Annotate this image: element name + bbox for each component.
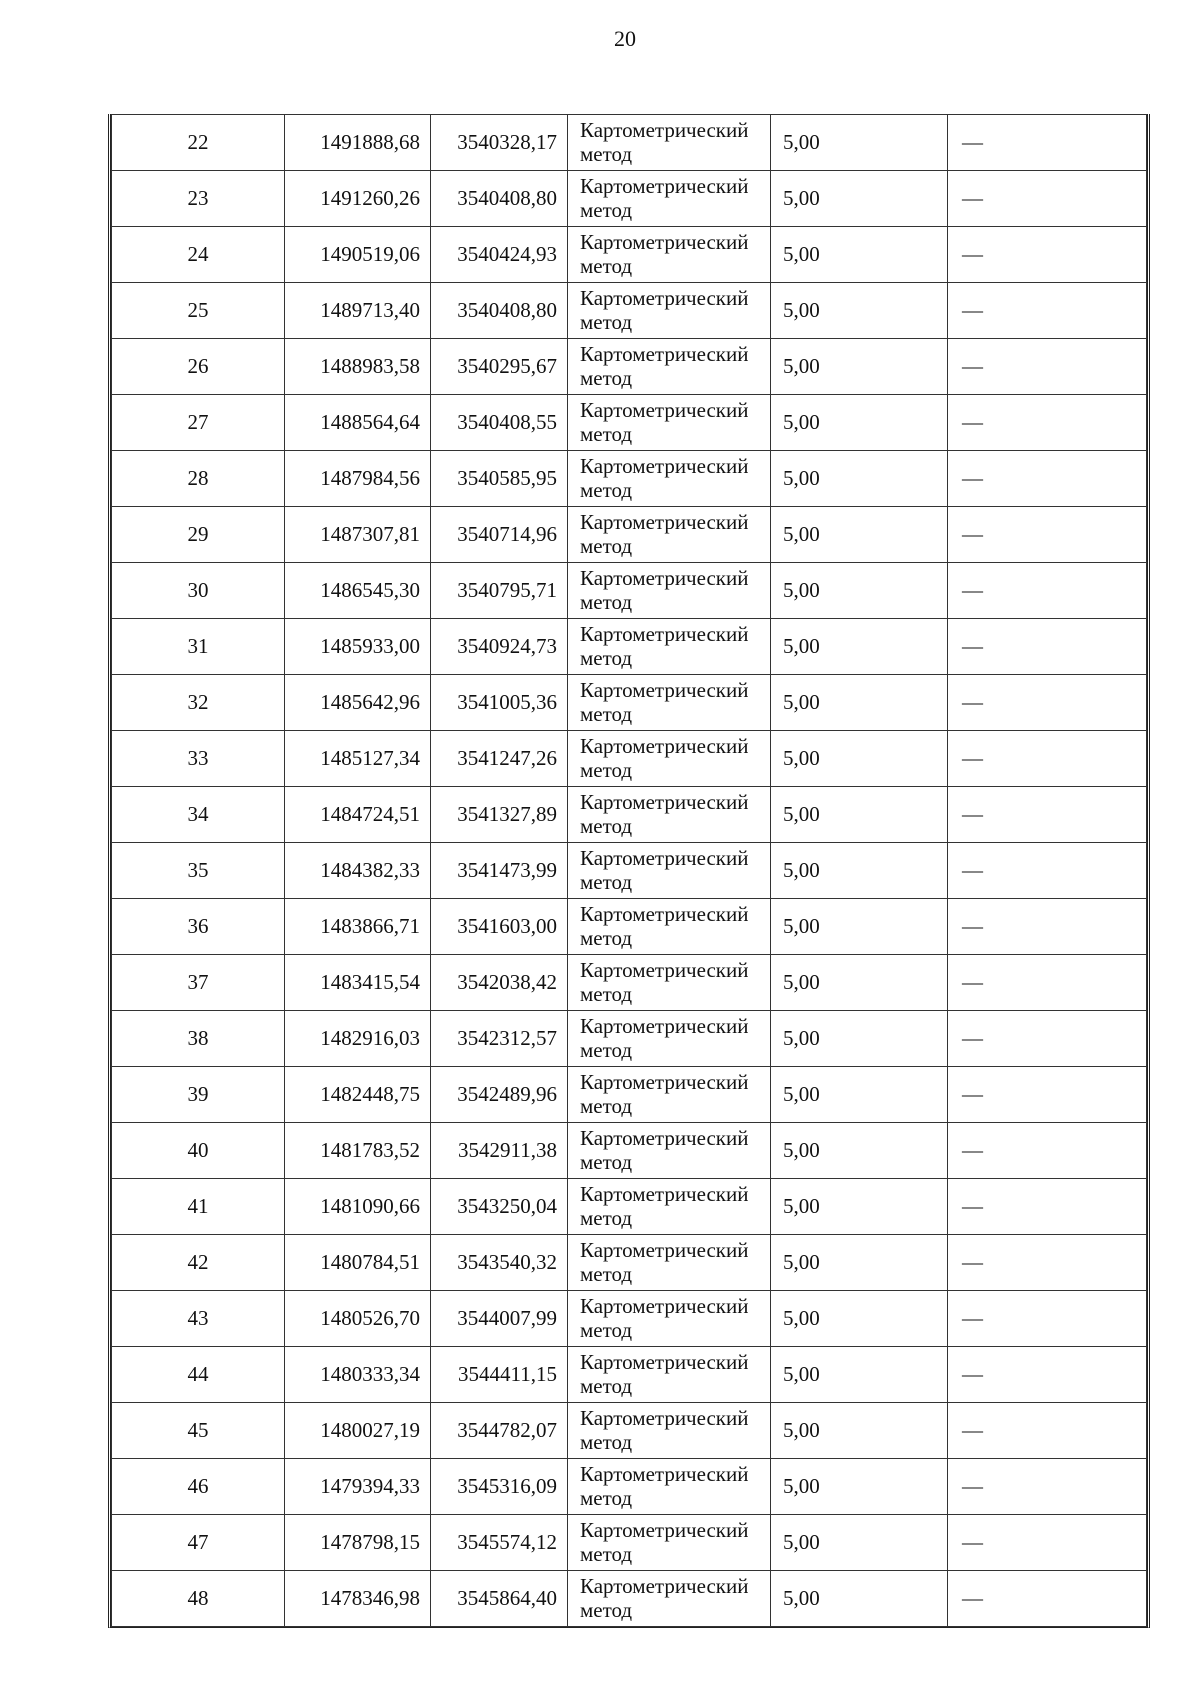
method-cell <box>568 1011 771 1067</box>
y-coordinate-cell: 3542038,42 <box>431 955 568 1011</box>
method-line-2: метод <box>580 197 633 222</box>
coordinates-table <box>111 114 1147 1627</box>
table-row <box>112 339 1147 395</box>
method-line-1: Картометрический <box>580 1574 749 1599</box>
method-line-1: Картометрический <box>580 958 749 983</box>
table-row <box>112 899 1147 955</box>
y-coordinate-cell: 3543250,04 <box>431 1179 568 1235</box>
table-row <box>112 675 1147 731</box>
table-row <box>112 619 1147 675</box>
point-number-cell: 39 <box>112 1067 285 1123</box>
accuracy-cell: 5,00 <box>771 395 948 451</box>
accuracy-cell: 5,00 <box>771 843 948 899</box>
method-line-2: метод <box>580 589 633 614</box>
method-line-2: метод <box>580 421 633 446</box>
method-line-2: метод <box>580 1373 633 1398</box>
accuracy-cell: 5,00 <box>771 171 948 227</box>
x-coordinate-cell: 1480333,34 <box>285 1347 431 1403</box>
method-cell <box>568 1459 771 1515</box>
accuracy-cell: 5,00 <box>771 955 948 1011</box>
method-line-2: метод <box>580 1597 633 1622</box>
accuracy-cell: 5,00 <box>771 1571 948 1627</box>
y-coordinate-cell: 3541473,99 <box>431 843 568 899</box>
point-number-cell: 47 <box>112 1515 285 1571</box>
point-number-cell: 38 <box>112 1011 285 1067</box>
point-number-cell: 44 <box>112 1347 285 1403</box>
description-cell: — <box>948 227 1147 283</box>
point-number-cell: 37 <box>112 955 285 1011</box>
y-coordinate-cell: 3542312,57 <box>431 1011 568 1067</box>
accuracy-cell: 5,00 <box>771 1179 948 1235</box>
y-coordinate-cell: 3540424,93 <box>431 227 568 283</box>
x-coordinate-cell: 1489713,40 <box>285 283 431 339</box>
y-coordinate-cell: 3542489,96 <box>431 1067 568 1123</box>
description-cell: — <box>948 1515 1147 1571</box>
x-coordinate-cell: 1485642,96 <box>285 675 431 731</box>
table-row <box>112 171 1147 227</box>
y-coordinate-cell: 3544007,99 <box>431 1291 568 1347</box>
point-number-cell: 29 <box>112 507 285 563</box>
y-coordinate-cell: 3541005,36 <box>431 675 568 731</box>
point-number-cell: 48 <box>112 1571 285 1627</box>
description-cell: — <box>948 731 1147 787</box>
description-cell: — <box>948 955 1147 1011</box>
method-line-2: метод <box>580 309 633 334</box>
method-line-1: Картометрический <box>580 1294 749 1319</box>
accuracy-cell: 5,00 <box>771 115 948 171</box>
method-cell <box>568 1291 771 1347</box>
method-cell <box>568 1571 771 1627</box>
description-cell: — <box>948 395 1147 451</box>
method-line-1: Картометрический <box>580 1182 749 1207</box>
method-line-2: метод <box>580 365 633 390</box>
point-number-cell: 22 <box>112 115 285 171</box>
description-cell: — <box>948 899 1147 955</box>
method-cell <box>568 339 771 395</box>
method-line-1: Картометрический <box>580 902 749 927</box>
method-line-1: Картометрический <box>580 230 749 255</box>
description-cell: — <box>948 451 1147 507</box>
table-row <box>112 115 1147 171</box>
method-line-1: Картометрический <box>580 1126 749 1151</box>
x-coordinate-cell: 1485127,34 <box>285 731 431 787</box>
accuracy-cell: 5,00 <box>771 1403 948 1459</box>
method-line-1: Картометрический <box>580 1462 749 1487</box>
point-number-cell: 25 <box>112 283 285 339</box>
table-row <box>112 1403 1147 1459</box>
y-coordinate-cell: 3544782,07 <box>431 1403 568 1459</box>
method-cell <box>568 675 771 731</box>
method-line-1: Картометрический <box>580 566 749 591</box>
y-coordinate-cell: 3540328,17 <box>431 115 568 171</box>
accuracy-cell: 5,00 <box>771 787 948 843</box>
point-number-cell: 31 <box>112 619 285 675</box>
table-row <box>112 1571 1147 1627</box>
method-line-1: Картометрический <box>580 398 749 423</box>
point-number-cell: 43 <box>112 1291 285 1347</box>
y-coordinate-cell: 3541247,26 <box>431 731 568 787</box>
accuracy-cell: 5,00 <box>771 619 948 675</box>
method-line-1: Картометрический <box>580 286 749 311</box>
accuracy-cell: 5,00 <box>771 1291 948 1347</box>
point-number-cell: 30 <box>112 563 285 619</box>
x-coordinate-cell: 1486545,30 <box>285 563 431 619</box>
description-cell: — <box>948 339 1147 395</box>
table-row <box>112 1347 1147 1403</box>
table-row <box>112 227 1147 283</box>
method-cell <box>568 955 771 1011</box>
point-number-cell: 26 <box>112 339 285 395</box>
point-number-cell: 36 <box>112 899 285 955</box>
table-row <box>112 507 1147 563</box>
method-line-1: Картометрический <box>580 454 749 479</box>
method-line-2: метод <box>580 1205 633 1230</box>
method-cell <box>568 171 771 227</box>
y-coordinate-cell: 3540795,71 <box>431 563 568 619</box>
method-line-2: метод <box>580 1485 633 1510</box>
method-line-1: Картометрический <box>580 1518 749 1543</box>
table-row <box>112 843 1147 899</box>
description-cell: — <box>948 675 1147 731</box>
y-coordinate-cell: 3540714,96 <box>431 507 568 563</box>
x-coordinate-cell: 1481090,66 <box>285 1179 431 1235</box>
table-row <box>112 1011 1147 1067</box>
table-row <box>112 1179 1147 1235</box>
y-coordinate-cell: 3540408,80 <box>431 171 568 227</box>
description-cell: — <box>948 1067 1147 1123</box>
method-line-2: метод <box>580 869 633 894</box>
table-row <box>112 1235 1147 1291</box>
method-line-1: Картометрический <box>580 1070 749 1095</box>
accuracy-cell: 5,00 <box>771 1123 948 1179</box>
method-line-1: Картометрический <box>580 734 749 759</box>
x-coordinate-cell: 1487307,81 <box>285 507 431 563</box>
method-line-2: метод <box>580 1429 633 1454</box>
method-line-2: метод <box>580 981 633 1006</box>
description-cell: — <box>948 115 1147 171</box>
method-line-2: метод <box>580 533 633 558</box>
y-coordinate-cell: 3540924,73 <box>431 619 568 675</box>
accuracy-cell: 5,00 <box>771 675 948 731</box>
point-number-cell: 40 <box>112 1123 285 1179</box>
method-line-1: Картометрический <box>580 174 749 199</box>
method-line-2: метод <box>580 757 633 782</box>
method-line-2: метод <box>580 701 633 726</box>
x-coordinate-cell: 1478798,15 <box>285 1515 431 1571</box>
table-row <box>112 1459 1147 1515</box>
method-cell <box>568 227 771 283</box>
description-cell: — <box>948 1179 1147 1235</box>
method-line-2: метод <box>580 1317 633 1342</box>
accuracy-cell: 5,00 <box>771 1515 948 1571</box>
description-cell: — <box>948 1291 1147 1347</box>
table-row <box>112 731 1147 787</box>
table-row <box>112 563 1147 619</box>
method-cell <box>568 1235 771 1291</box>
description-cell: — <box>948 1123 1147 1179</box>
accuracy-cell: 5,00 <box>771 283 948 339</box>
table-row <box>112 1123 1147 1179</box>
description-cell: — <box>948 1235 1147 1291</box>
accuracy-cell: 5,00 <box>771 1235 948 1291</box>
point-number-cell: 35 <box>112 843 285 899</box>
method-cell <box>568 843 771 899</box>
method-cell <box>568 731 771 787</box>
x-coordinate-cell: 1488564,64 <box>285 395 431 451</box>
table-row <box>112 1515 1147 1571</box>
accuracy-cell: 5,00 <box>771 1459 948 1515</box>
description-cell: — <box>948 507 1147 563</box>
method-cell <box>568 1067 771 1123</box>
method-line-1: Картометрический <box>580 342 749 367</box>
x-coordinate-cell: 1483866,71 <box>285 899 431 955</box>
table-row <box>112 1067 1147 1123</box>
method-line-1: Картометрический <box>580 1350 749 1375</box>
y-coordinate-cell: 3545864,40 <box>431 1571 568 1627</box>
point-number-cell: 28 <box>112 451 285 507</box>
description-cell: — <box>948 283 1147 339</box>
method-line-1: Картометрический <box>580 622 749 647</box>
point-number-cell: 23 <box>112 171 285 227</box>
x-coordinate-cell: 1480027,19 <box>285 1403 431 1459</box>
accuracy-cell: 5,00 <box>771 339 948 395</box>
method-cell <box>568 1515 771 1571</box>
accuracy-cell: 5,00 <box>771 1067 948 1123</box>
method-line-2: метод <box>580 477 633 502</box>
x-coordinate-cell: 1484724,51 <box>285 787 431 843</box>
method-line-2: метод <box>580 1541 633 1566</box>
table-body <box>112 115 1147 1627</box>
method-line-1: Картометрический <box>580 1238 749 1263</box>
point-number-cell: 24 <box>112 227 285 283</box>
y-coordinate-cell: 3540295,67 <box>431 339 568 395</box>
description-cell: — <box>948 563 1147 619</box>
y-coordinate-cell: 3541603,00 <box>431 899 568 955</box>
table-row <box>112 283 1147 339</box>
method-line-1: Картометрический <box>580 1406 749 1431</box>
table-row <box>112 451 1147 507</box>
point-number-cell: 34 <box>112 787 285 843</box>
method-line-1: Картометрический <box>580 790 749 815</box>
method-cell <box>568 1123 771 1179</box>
description-cell: — <box>948 787 1147 843</box>
method-cell <box>568 115 771 171</box>
method-cell <box>568 283 771 339</box>
method-cell <box>568 563 771 619</box>
table-row <box>112 787 1147 843</box>
method-cell <box>568 619 771 675</box>
x-coordinate-cell: 1485933,00 <box>285 619 431 675</box>
x-coordinate-cell: 1491888,68 <box>285 115 431 171</box>
description-cell: — <box>948 1403 1147 1459</box>
x-coordinate-cell: 1479394,33 <box>285 1459 431 1515</box>
y-coordinate-cell: 3540408,80 <box>431 283 568 339</box>
method-cell <box>568 395 771 451</box>
point-number-cell: 32 <box>112 675 285 731</box>
table-row <box>112 955 1147 1011</box>
method-line-1: Картометрический <box>580 846 749 871</box>
x-coordinate-cell: 1483415,54 <box>285 955 431 1011</box>
accuracy-cell: 5,00 <box>771 227 948 283</box>
accuracy-cell: 5,00 <box>771 451 948 507</box>
method-line-1: Картометрический <box>580 1014 749 1039</box>
table-row <box>112 395 1147 451</box>
table-row <box>112 1291 1147 1347</box>
method-line-2: метод <box>580 1261 633 1286</box>
y-coordinate-cell: 3543540,32 <box>431 1235 568 1291</box>
method-line-2: метод <box>580 1093 633 1118</box>
method-cell <box>568 1403 771 1459</box>
accuracy-cell: 5,00 <box>771 1347 948 1403</box>
x-coordinate-cell: 1490519,06 <box>285 227 431 283</box>
accuracy-cell: 5,00 <box>771 731 948 787</box>
accuracy-cell: 5,00 <box>771 899 948 955</box>
method-line-1: Картометрический <box>580 118 749 143</box>
method-cell <box>568 787 771 843</box>
method-line-2: метод <box>580 1149 633 1174</box>
method-cell <box>568 451 771 507</box>
description-cell: — <box>948 1011 1147 1067</box>
method-line-2: метод <box>580 645 633 670</box>
x-coordinate-cell: 1488983,58 <box>285 339 431 395</box>
accuracy-cell: 5,00 <box>771 507 948 563</box>
accuracy-cell: 5,00 <box>771 1011 948 1067</box>
method-line-2: метод <box>580 925 633 950</box>
x-coordinate-cell: 1478346,98 <box>285 1571 431 1627</box>
x-coordinate-cell: 1482916,03 <box>285 1011 431 1067</box>
point-number-cell: 45 <box>112 1403 285 1459</box>
y-coordinate-cell: 3540408,55 <box>431 395 568 451</box>
x-coordinate-cell: 1480526,70 <box>285 1291 431 1347</box>
method-line-2: метод <box>580 813 633 838</box>
y-coordinate-cell: 3540585,95 <box>431 451 568 507</box>
method-cell <box>568 899 771 955</box>
point-number-cell: 42 <box>112 1235 285 1291</box>
y-coordinate-cell: 3544411,15 <box>431 1347 568 1403</box>
description-cell: — <box>948 1571 1147 1627</box>
page-number: 20 <box>614 26 636 51</box>
x-coordinate-cell: 1491260,26 <box>285 171 431 227</box>
x-coordinate-cell: 1481783,52 <box>285 1123 431 1179</box>
x-coordinate-cell: 1484382,33 <box>285 843 431 899</box>
point-number-cell: 27 <box>112 395 285 451</box>
method-line-2: метод <box>580 253 633 278</box>
point-number-cell: 46 <box>112 1459 285 1515</box>
point-number-cell: 41 <box>112 1179 285 1235</box>
description-cell: — <box>948 1347 1147 1403</box>
y-coordinate-cell: 3545574,12 <box>431 1515 568 1571</box>
method-line-1: Картометрический <box>580 678 749 703</box>
y-coordinate-cell: 3545316,09 <box>431 1459 568 1515</box>
method-line-2: метод <box>580 1037 633 1062</box>
x-coordinate-cell: 1482448,75 <box>285 1067 431 1123</box>
method-line-2: метод <box>580 141 633 166</box>
point-number-cell: 33 <box>112 731 285 787</box>
description-cell: — <box>948 619 1147 675</box>
method-cell <box>568 1347 771 1403</box>
x-coordinate-cell: 1480784,51 <box>285 1235 431 1291</box>
accuracy-cell: 5,00 <box>771 563 948 619</box>
coordinates-table-container <box>108 114 1150 1628</box>
description-cell: — <box>948 843 1147 899</box>
method-cell <box>568 1179 771 1235</box>
y-coordinate-cell: 3542911,38 <box>431 1123 568 1179</box>
x-coordinate-cell: 1487984,56 <box>285 451 431 507</box>
method-line-1: Картометрический <box>580 510 749 535</box>
method-cell <box>568 507 771 563</box>
description-cell: — <box>948 171 1147 227</box>
description-cell: — <box>948 1459 1147 1515</box>
y-coordinate-cell: 3541327,89 <box>431 787 568 843</box>
